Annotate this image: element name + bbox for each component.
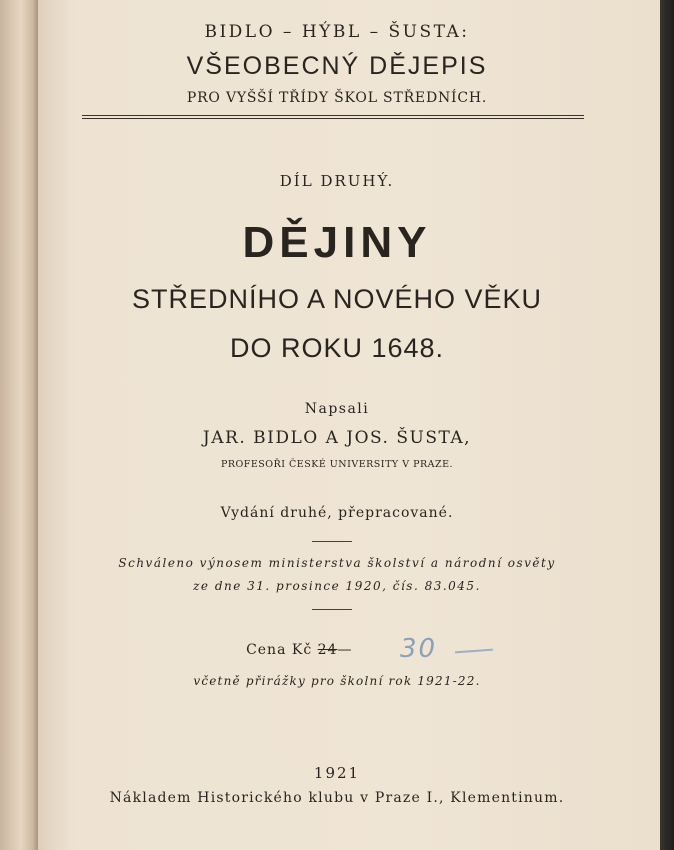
publication-year: 1921 (313, 764, 361, 782)
book-spine (0, 0, 38, 850)
book-title-line3: DO ROKU 1648. (229, 333, 445, 363)
short-divider (312, 609, 352, 610)
series-authors: BIDLO – HÝBL – ŠUSTA: (204, 22, 470, 42)
price-suffix: — (337, 642, 353, 658)
price-line (0, 642, 674, 658)
short-divider (312, 541, 352, 542)
series-title: VŠEOBECNÝ DĚJEPIS (186, 52, 488, 80)
book-title-line2: STŘEDNÍHO A NOVÉHO VĚKU (131, 284, 543, 314)
volume-part: DÍL DRUHÝ. (279, 172, 395, 190)
authors-affiliation: PROFESOŘI ČESKÉ UNIVERSITY V PRAZE. (220, 459, 454, 470)
publisher-imprint: Nákladem Historického klubu v Praze I., Klementinum. (109, 790, 565, 806)
approval-line2: ze dne 31. prosince 1920, čís. 83.045. (193, 579, 481, 593)
book-cover-edge (660, 0, 674, 850)
title-page (38, 0, 660, 850)
authors-names: JAR. BIDLO A JOS. ŠUSTA, (202, 428, 472, 448)
series-subtitle: PRO VYŠŠÍ TŘÍDY ŠKOL STŘEDNÍCH. (186, 90, 488, 106)
price-handwritten: 30 (400, 634, 438, 664)
double-rule-divider (82, 115, 584, 119)
price-label: Cena Kč (246, 642, 313, 658)
book-title: DĚJINY (242, 218, 432, 267)
edition-note: Vydání druhé, přepracované. (220, 505, 454, 521)
price-note: včetně přirážky pro školní rok 1921-22. (193, 674, 481, 688)
price-printed-crossed: 24 (317, 642, 338, 658)
approval-line1: Schváleno výnosem ministerstva školství a národní osvěty (118, 556, 556, 570)
written-by-label: Napsali (304, 401, 370, 417)
